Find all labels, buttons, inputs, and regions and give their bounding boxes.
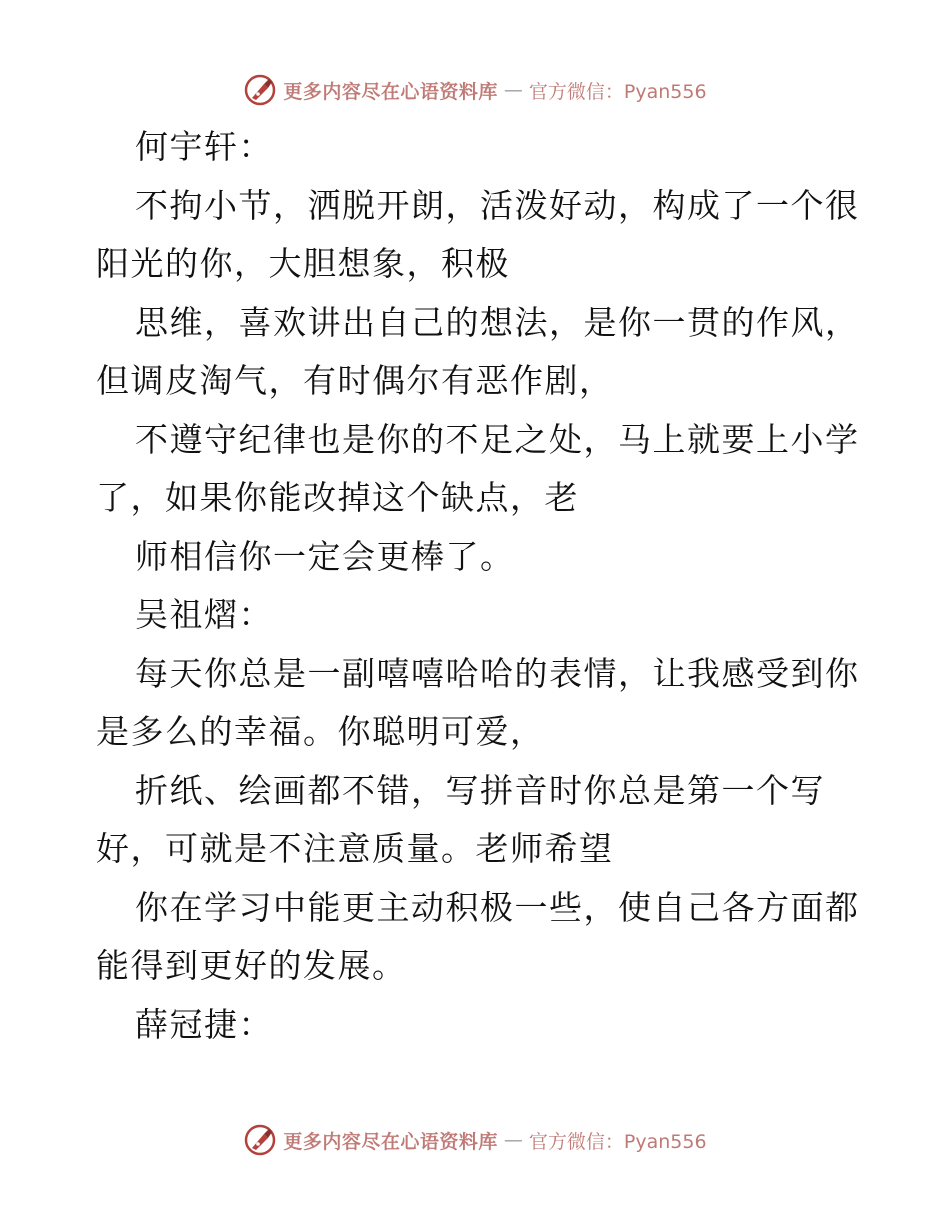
footer-wechat-text: 官方微信：Pyan556 xyxy=(528,1130,707,1153)
header-banner xyxy=(0,70,950,110)
footer-brand-text: 更多内容尽在心语资料库 xyxy=(283,1130,498,1153)
paragraph-line: 好，可就是不注意质量。老师希望 xyxy=(96,829,614,868)
document-body xyxy=(96,118,866,1054)
paragraph-line: 是多么的幸福。你聪明可爱， xyxy=(96,712,545,751)
student-name-heading: 薛冠捷： xyxy=(135,1004,273,1044)
paragraph-line: 了，如果你能改掉这个缺点，老 xyxy=(96,478,579,517)
paragraph-line: 阳光的你，大胆想象，积极 xyxy=(96,244,510,283)
header-wechat-text: 官方微信：Pyan556 xyxy=(528,80,707,103)
footer-separator: — xyxy=(503,1129,523,1151)
paragraph-line: 折纸、绘画都不错，写拼音时你总是第一个写 xyxy=(135,770,825,810)
fountain-pen-logo-icon xyxy=(243,1123,277,1157)
paragraph-line: 每天你总是一副嘻嘻哈哈的表情，让我感受到你 xyxy=(135,653,860,693)
paragraph-line: 不遵守纪律也是你的不足之处，马上就要上小学 xyxy=(135,419,860,459)
paragraph-line: 你在学习中能更主动积极一些，使自己各方面都 xyxy=(135,887,860,927)
student-name-heading: 吴祖熠： xyxy=(135,595,273,634)
footer-banner xyxy=(0,1120,950,1160)
header-separator: — xyxy=(503,79,523,101)
paragraph-line: 师相信你一定会更棒了。 xyxy=(135,536,515,576)
paragraph-line: 但调皮淘气，有时偶尔有恶作剧， xyxy=(96,361,614,400)
paragraph-line: 思维，喜欢讲出自己的想法，是你一贯的作风， xyxy=(135,302,860,342)
fountain-pen-logo-icon xyxy=(243,73,277,107)
paragraph-line: 能得到更好的发展。 xyxy=(96,946,407,985)
student-name-heading: 何宇轩： xyxy=(135,127,273,166)
header-brand-text: 更多内容尽在心语资料库 xyxy=(283,80,498,103)
paragraph-line: 不拘小节，洒脱开朗，活泼好动，构成了一个很 xyxy=(135,185,860,225)
